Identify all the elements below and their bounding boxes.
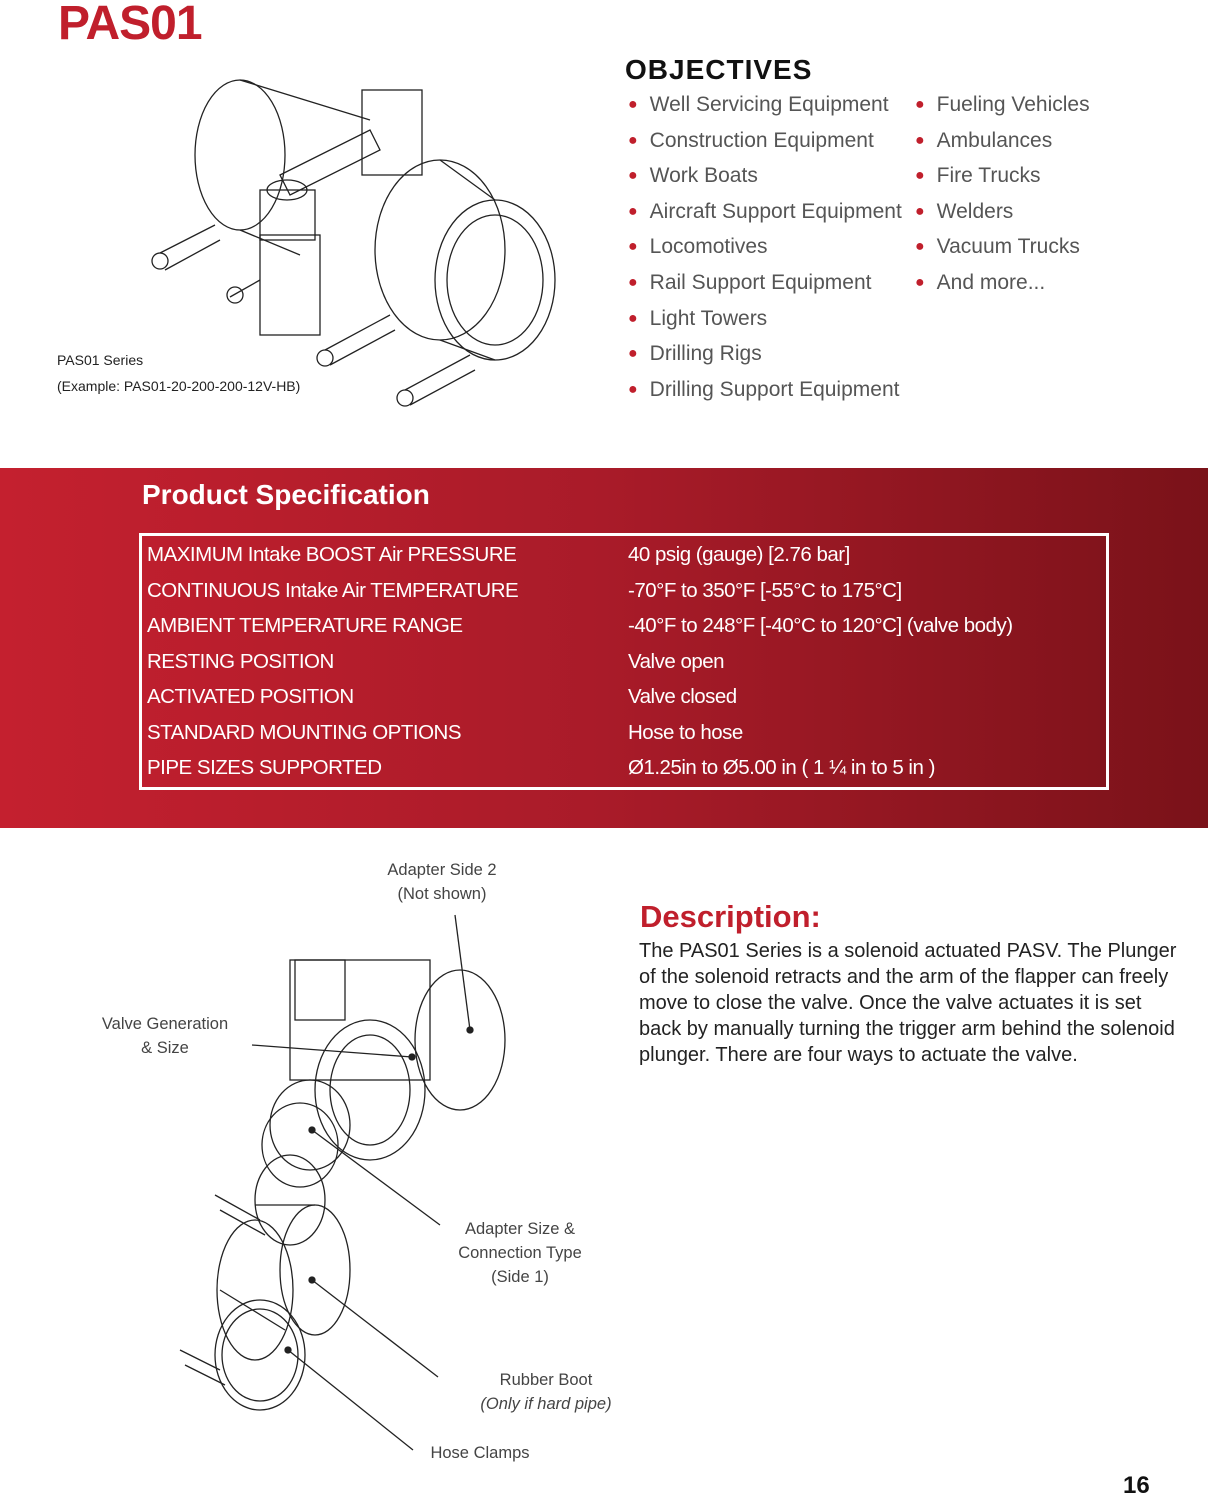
series-caption [57,347,300,399]
table-row [147,573,1097,609]
bullet-icon: ● [628,380,638,398]
list-item [628,229,902,265]
leader-line [288,1350,413,1450]
spec-value: -70°F to 350°F [-55°C to 175°C] [628,578,902,602]
description-heading: Description: [640,899,821,934]
spec-heading: Product Specification [142,479,430,510]
callout-text: (Only if hard pipe) [480,1395,612,1413]
list-item-text: Light Towers [649,306,768,330]
callout-text: & Size [141,1039,189,1057]
table-row [147,644,1097,680]
bullet-icon: ● [915,238,925,256]
table-row [147,537,1097,573]
leader-line [455,915,470,1030]
callout-text: (Side 1) [491,1268,549,1286]
series-example: (Example: PAS01-20-200-200-12V-HB) [57,378,301,394]
list-item [915,87,1090,123]
leader-line [252,1045,412,1057]
series-name: PAS01 Series [57,352,144,368]
bullet-icon: ● [628,238,638,256]
list-item [915,265,1090,301]
table-row [147,750,1097,786]
list-item-text: Drilling Support Equipment [649,377,900,401]
bullet-icon: ● [915,273,925,291]
list-item-text: Locomotives [649,235,768,259]
list-item-text: Ambulances [936,128,1053,152]
list-item [915,123,1090,159]
list-item [628,265,902,301]
callout-text: Rubber Boot [499,1371,593,1389]
callout-adapter-side-2 [362,858,522,906]
table-row [147,679,1097,715]
list-item-text: Welders [936,199,1014,223]
list-item [628,301,902,337]
spec-value: Hose to hose [628,720,743,744]
spec-value: -40°F to 248°F [-40°C to 120°C] (valve body) [628,614,1013,637]
spec-label: AMBIENT TEMPERATURE RANGE [147,614,463,637]
list-item [915,229,1090,265]
bullet-icon: ● [915,202,925,220]
bullet-icon: ● [628,131,638,149]
list-item-text: Drilling Rigs [649,342,762,366]
list-item [628,158,902,194]
list-item-text: Well Servicing Equipment [649,93,889,116]
bullet-icon: ● [915,96,925,113]
bullet-icon: ● [628,96,638,113]
spec-label: RESTING POSITION [147,649,334,673]
spec-value: Ø1.25in to Ø5.00 in ( 1 ¼ in to 5 in ) [628,756,935,779]
list-item-text: Fire Trucks [936,164,1041,188]
list-item-text: And more... [936,270,1046,294]
list-item [628,194,902,230]
callout-text: Adapter Size & [464,1220,576,1238]
list-item [628,123,902,159]
spec-label: MAXIMUM Intake BOOST Air PRESSURE [147,543,517,566]
bullet-icon: ● [628,273,638,291]
list-item [628,87,902,123]
objectives-list-2 [915,87,1090,301]
description-body: The PAS01 Series is a solenoid actuated PASV. The Plunger of the solenoid retracts and the arm of the flapper can freely move to close the valve. Once the valve actuates it is set back by manually turning the trigger arm behind the solenoid plunger. There are four ways to actuate the valve. [639,940,1177,1066]
bullet-icon: ● [628,345,638,363]
callout-adapter-side-1 [440,1217,600,1289]
spec-value: Valve closed [628,685,737,708]
list-item-text: Construction Equipment [649,128,874,152]
callout-rubber-boot [466,1368,626,1416]
bullet-icon: ● [628,309,638,327]
objectives-list-1 [628,87,902,407]
list-item [628,336,902,372]
callout-text: Connection Type [458,1244,582,1262]
table-row [147,715,1097,751]
bullet-icon: ● [628,202,638,220]
spec-value: Valve open [628,649,725,673]
spec-label: ACTIVATED POSITION [147,685,354,708]
bullet-icon: ● [915,167,925,185]
page-number: 16 [1123,1472,1150,1499]
spec-table [139,533,1109,790]
callout-text: Adapter Side 2 [387,861,497,879]
list-item-text: Rail Support Equipment [649,270,872,294]
bullet-icon: ● [915,131,925,149]
list-item-text: Aircraft Support Equipment [649,199,902,223]
callout-text: (Not shown) [397,885,487,903]
bullet-icon: ● [628,167,638,185]
callout-hose-clamps: Hose Clamps [430,1444,530,1462]
list-item [915,194,1090,230]
spec-label: CONTINUOUS Intake Air TEMPERATURE [147,578,519,602]
callout-valve-generation [85,1012,245,1060]
callout-text: Valve Generation [101,1015,229,1033]
spec-label: PIPE SIZES SUPPORTED [147,756,382,779]
list-item-text: Work Boats [649,164,758,188]
spec-label: STANDARD MOUNTING OPTIONS [147,720,461,744]
list-item-text: Fueling Vehicles [936,93,1090,116]
objectives-heading: OBJECTIVES [625,54,813,85]
spec-value: 40 psig (gauge) [2.76 bar] [628,543,850,566]
list-item [628,372,902,408]
product-title: PAS01 [58,0,202,50]
list-item [915,158,1090,194]
table-row [147,608,1097,644]
list-item-text: Vacuum Trucks [936,235,1080,259]
